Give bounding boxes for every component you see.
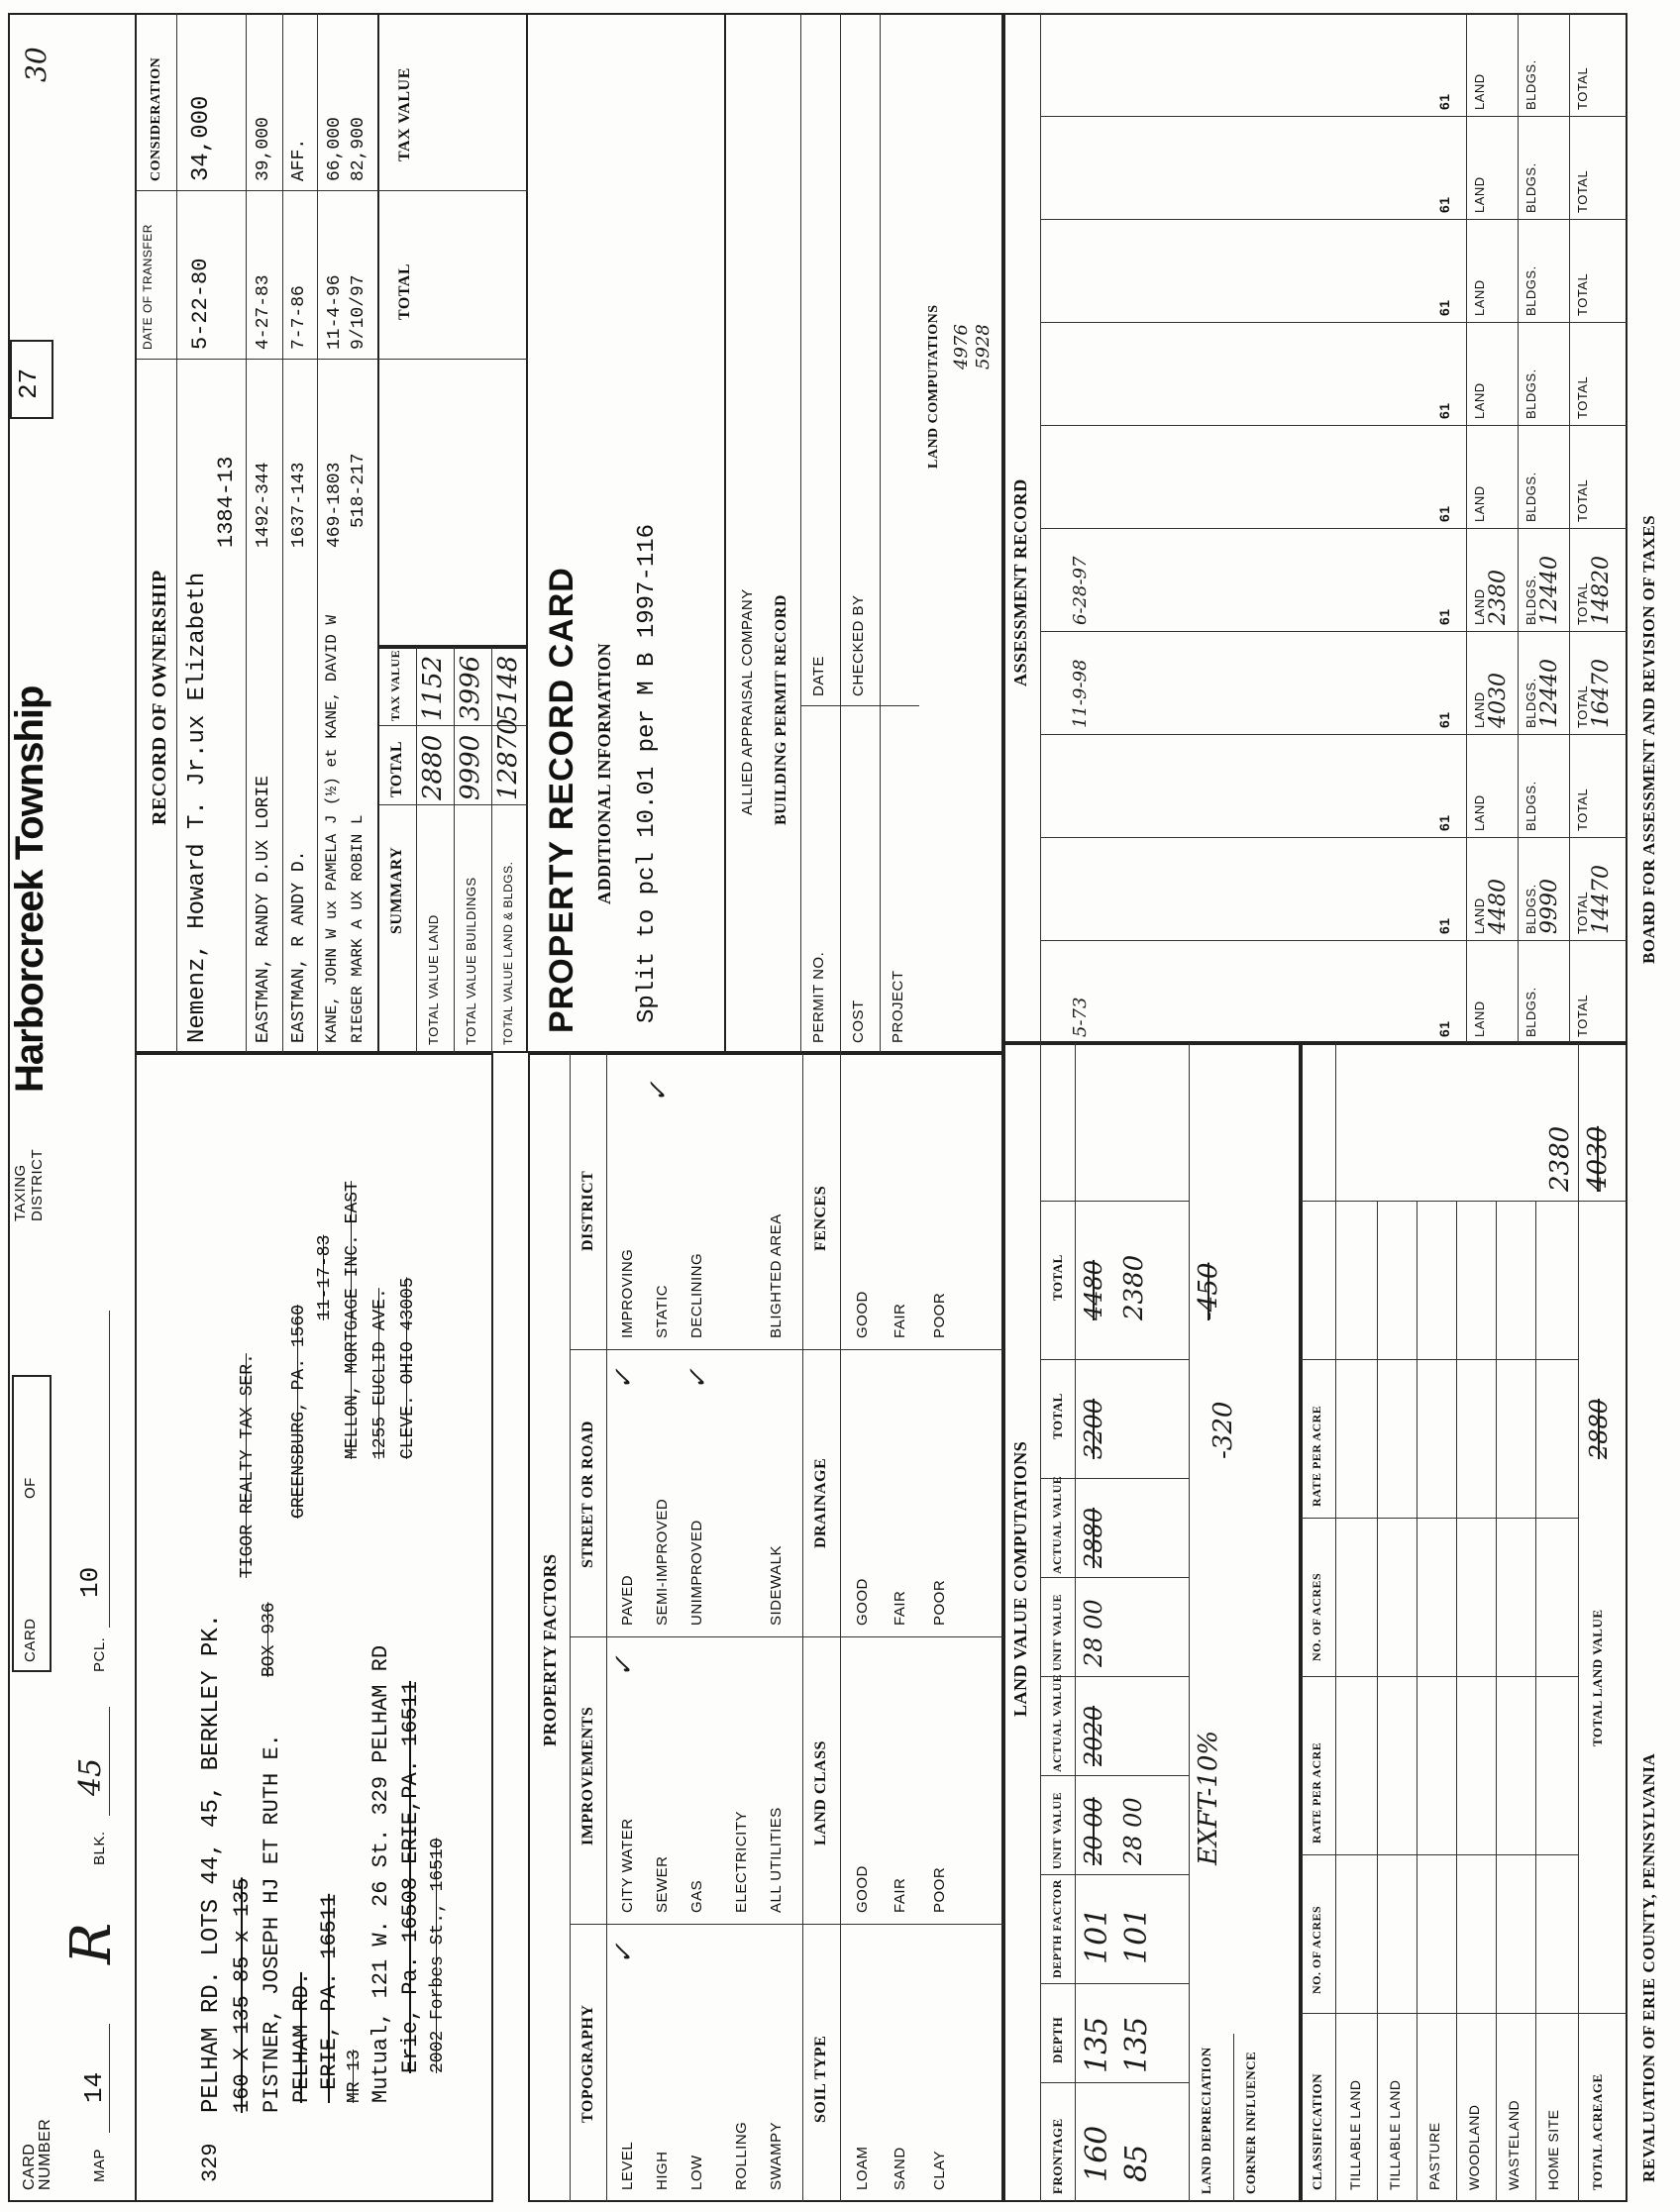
assessment-value: 12440: [1537, 556, 1562, 625]
tigor-line: TIGOR REALTY TAX SER.: [238, 1353, 258, 1578]
dr-good: GOOD: [854, 1578, 871, 1626]
fe-good: GOOD: [854, 1291, 871, 1338]
class-4: WOODLAND: [1466, 2104, 1482, 2190]
summary-title: SUMMARY: [388, 846, 405, 934]
deed-1: 1384-13: [214, 456, 239, 548]
assessment-row-label: BLDGS.: [1523, 369, 1538, 419]
col-frontage: FRONTAGE: [1050, 2118, 1065, 2194]
property-line5: -ERIE,-PA.-16511: [317, 1893, 342, 2103]
assessment-value: 4480: [1486, 879, 1511, 934]
house-number: 329: [198, 2143, 223, 2182]
lv-r1-factor: 101: [1080, 1907, 1114, 1964]
assessment-row-label: LAND: [1472, 176, 1487, 213]
taxing-district-label: TAXING DISTRICT: [12, 1148, 46, 1221]
checked-by-label: CHECKED BY: [850, 594, 867, 696]
lv-r1-total2: 4480: [1080, 1259, 1107, 1320]
appraisal-company: ALLIED APPRAISAL COMPANY: [739, 588, 756, 815]
assessment-year: 61: [1436, 299, 1452, 316]
summary-total-col: TOTAL: [388, 740, 405, 797]
imp-electricity: ELECTRICITY: [733, 1810, 750, 1913]
assessment-year: 61: [1436, 505, 1452, 522]
lc-fair: FAIR: [892, 1877, 908, 1913]
ownership-title: RECORD OF OWNERSHIP: [149, 570, 170, 825]
letter-mark: R: [59, 1922, 124, 1964]
consideration-2: 39,000: [254, 117, 273, 181]
lv-r2-frontage: 85: [1119, 2144, 1154, 2182]
district-declining: DECLINING: [688, 1252, 705, 1338]
assessment-year: 61: [1436, 196, 1452, 213]
assessment-row-label: LAND: [1472, 382, 1487, 419]
col-depth-factor: DEPTH FACTOR: [1050, 1879, 1064, 1978]
imp-all-utilities: ALL UTILITIES: [768, 1807, 785, 1913]
summary-row-3-tax: 5148: [493, 655, 523, 721]
additional-info-label: ADDITIONAL INFORMATION: [594, 642, 614, 904]
topo-swampy: SWAMPY: [768, 2121, 785, 2190]
permit-no-label: PERMIT NO.: [810, 951, 827, 1043]
col-unit-value: UNIT VALUE: [1050, 1791, 1064, 1869]
assessment-block: [1040, 425, 1628, 528]
rate-label-2: RATE PER ACRE: [1310, 1405, 1323, 1507]
deed-4: 469-1803: [325, 462, 345, 548]
side-total-col: TOTAL: [396, 263, 413, 320]
assessment-row-label: TOTAL: [1575, 66, 1590, 110]
assessment-row-label: BLDGS.: [1523, 472, 1538, 522]
assessment-year: 61: [1436, 402, 1452, 419]
col-unit-value-2: UNIT VALUE: [1050, 1593, 1064, 1671]
land-value-title: LAND VALUE COMPUTATIONS: [1010, 1440, 1030, 1717]
assessment-row-label: TOTAL: [1575, 375, 1590, 419]
assessment-row-label: LAND: [1472, 588, 1487, 625]
tlv-2a: 2380: [1545, 1125, 1575, 1192]
assessment-row-label: BLDGS.: [1523, 162, 1538, 213]
summary-tax-col: TAX VALUE: [388, 649, 402, 721]
assessment-block: [1040, 116, 1628, 219]
assessment-row-label: LAND: [1472, 73, 1487, 110]
cleve-line: CLEVE. OHIO 43005: [398, 1277, 418, 1459]
assessment-year: 61: [1436, 93, 1452, 110]
assessment-value: 9990: [1537, 879, 1562, 934]
summary-row-2-label: TOTAL VALUE BUILDINGS: [464, 877, 478, 1045]
greensburg-line: GREENSBURG, PA. 1560: [289, 1304, 309, 1519]
assessment-block: [1040, 219, 1628, 322]
imp-gas: GAS: [688, 1879, 705, 1913]
property-line7: Mutual, 121 W. 26 St. 329 PELHAM RD: [368, 1644, 393, 2103]
property-line3: PISTNER, JOSEPH HJ ET RUTH E.: [260, 1734, 284, 2113]
imp-sewer: SEWER: [654, 1855, 671, 1913]
improvements-label: IMPROVEMENTS: [579, 1706, 596, 1845]
assessment-row-label: TOTAL: [1575, 994, 1590, 1037]
assessment-row-label: LAND: [1472, 691, 1487, 728]
summary-row-2-tax: 3996: [456, 655, 485, 721]
property-factors-block: [528, 1053, 1003, 2202]
col-actual-value-2: ACTUAL VALUE: [1050, 1475, 1064, 1574]
class-5: WASTELAND: [1506, 2099, 1522, 2190]
property-box: BOX 936: [260, 1602, 279, 1677]
assessment-block: [1040, 734, 1628, 837]
assessment-row-label: TOTAL: [1575, 891, 1590, 934]
summary-row-1-tax: 1152: [418, 655, 448, 721]
owner-4: KANE, JOHN W ux PAMELA J (½) et KANE, DAVID W: [323, 614, 341, 1043]
assessment-row-label: LAND: [1472, 897, 1487, 934]
assessment-row-label: LAND: [1472, 1001, 1487, 1037]
property-line6: MR 13: [345, 2049, 365, 2103]
street-unimproved: UNIMPROVED: [688, 1520, 705, 1626]
consideration-1: 34,000: [188, 95, 215, 181]
assessment-row-label: TOTAL: [1575, 478, 1590, 522]
col-total-2: TOTAL: [1050, 1254, 1065, 1301]
assessment-row-label: BLDGS.: [1523, 575, 1538, 625]
assessment-row-label: LAND: [1472, 485, 1487, 522]
assessment-block: [1040, 837, 1628, 940]
permit-date-label: DATE: [810, 656, 827, 696]
street-semi: SEMI-IMPROVED: [654, 1498, 671, 1626]
lc-good: GOOD: [854, 1865, 871, 1913]
soil-sand: SAND: [892, 2147, 908, 2190]
assessment-value: 12440: [1537, 659, 1562, 728]
assessment-date: 11-9-98: [1070, 659, 1091, 728]
property-factors-title: PROPERTY FACTORS: [540, 1553, 560, 1746]
paved-check: ✓: [609, 1368, 639, 1390]
lc-value-2: 5928: [973, 324, 994, 369]
date-3: 7-7-86: [289, 285, 309, 350]
lv-r2-depth: 135: [1119, 2016, 1154, 2073]
pcl-value: 10: [75, 1566, 105, 1598]
assessment-grid: [1040, 13, 1628, 1043]
footer-right: BOARD FOR ASSESSMENT AND REVISION OF TAXES: [1639, 514, 1658, 964]
level-check: ✓: [609, 1943, 639, 1964]
corner-number: 30: [20, 47, 52, 82]
date-83: 11-17-83: [315, 1234, 335, 1320]
assessment-row-label: BLDGS.: [1523, 781, 1538, 831]
acres-label-2: NO. OF ACRES: [1310, 1572, 1323, 1661]
lv-r2-factor: 101: [1119, 1907, 1154, 1964]
property-line8: Erie, Pa. 16508 ERIE,PA. 16511: [398, 1680, 423, 2073]
deed-5: 518-217: [349, 453, 368, 528]
assessment-row-label: BLDGS.: [1523, 59, 1538, 110]
assessment-row-label: TOTAL: [1575, 581, 1590, 625]
topo-rolling: ROLLING: [733, 2121, 750, 2190]
assessment-row-label: BLDGS.: [1523, 678, 1538, 728]
lv-r1-frontage: 160: [1080, 2125, 1114, 2182]
assessment-block: [1040, 528, 1628, 631]
pcl-label: PCL.: [91, 1636, 108, 1672]
district-static: STATIC: [654, 1284, 671, 1338]
property-line1: PELHAM RD. LOTS 44, 45, BERKLEY PK.: [198, 1613, 225, 2113]
street-paved: PAVED: [619, 1574, 636, 1626]
summary-row-1-label: TOTAL VALUE LAND: [426, 914, 441, 1045]
assessment-row-label: LAND: [1472, 794, 1487, 831]
street-label: STREET OR ROAD: [579, 1421, 596, 1568]
rate-label-1: RATE PER ACRE: [1310, 1741, 1323, 1843]
date-2: 4-27-83: [254, 274, 273, 350]
dr-fair: FAIR: [892, 1590, 908, 1626]
assessment-row-label: BLDGS.: [1523, 265, 1538, 316]
lv-r1-depth: 135: [1080, 2016, 1114, 2073]
tlv-2b: 4030: [1583, 1125, 1613, 1192]
mellon-line: MELLON, MORTGAGE INC. EAST: [343, 1181, 363, 1459]
total-acreage-label: TOTAL ACREAGE: [1590, 2073, 1605, 2190]
lc-poor: POOR: [931, 1866, 948, 1913]
imp-water: CITY WATER: [619, 1818, 636, 1913]
assessment-row-label: TOTAL: [1575, 169, 1590, 213]
of-label: OF: [22, 1477, 39, 1499]
unimproved-check: ✓: [683, 1368, 713, 1390]
date-4: 11-4-96: [325, 274, 345, 350]
footer-left: REVALUATION OF ERIE COUNTY, PENNSYLVANIA: [1639, 1752, 1658, 2182]
permit-block: [726, 13, 1003, 1053]
assessment-year: 61: [1436, 711, 1452, 728]
additional-info-text: Split to pcl 10.01 per M B 1997-116: [634, 523, 661, 1023]
lc-value-1: 4976: [951, 324, 972, 369]
assessment-row-label: TOTAL: [1575, 272, 1590, 316]
consideration-col-label: CONSIDERATION: [149, 56, 163, 181]
land-depreciation-label: LAND DEPRECIATION: [1199, 2047, 1213, 2194]
land-class-label: LAND CLASS: [812, 1740, 829, 1845]
assessment-row-label: TOTAL: [1575, 685, 1590, 728]
assessment-value: 14470: [1589, 865, 1614, 934]
lv-r1-actual: 2020: [1080, 1705, 1107, 1766]
soil-clay: CLAY: [931, 2150, 948, 2190]
card-number-label: CARD NUMBER: [21, 2118, 53, 2190]
map-label: MAP: [91, 2148, 108, 2182]
blk-label: BLK.: [91, 1831, 108, 1865]
consideration-5: 82,900: [349, 117, 368, 181]
class-2: TILLABLE LAND: [1387, 2079, 1403, 2190]
topography-label: TOPOGRAPHY: [579, 2004, 596, 2123]
property-line4: PELHAM-RD.: [289, 1971, 314, 2103]
class-3: PASTURE: [1426, 2122, 1442, 2190]
owner-5: RIEGER MARK A UX ROBIN L: [349, 814, 367, 1043]
owner-3: EASTMAN, R ANDY D.: [289, 850, 309, 1043]
map-value: 14: [79, 2071, 109, 2103]
col-total: TOTAL: [1050, 1393, 1065, 1439]
euclid-line: 1255 EUCLID AVE.: [370, 1288, 390, 1459]
assessment-block: [1040, 940, 1628, 1043]
assessment-row-label: BLDGS.: [1523, 884, 1538, 934]
class-1: TILLABLE LAND: [1347, 2079, 1363, 2190]
topo-high: HIGH: [654, 2151, 671, 2190]
lv-r1-total: 3200: [1080, 1398, 1107, 1459]
assessment-year: 61: [1436, 814, 1452, 831]
soil-type-label: SOIL TYPE: [812, 2035, 829, 2123]
project-label: PROJECT: [890, 970, 906, 1043]
owner-2: EASTMAN, RANDY D.UX LORIE: [254, 775, 273, 1043]
assessment-value: 4030: [1486, 673, 1511, 728]
topo-level: LEVEL: [619, 2141, 636, 2190]
date-col-label: DATE OF TRANSFER: [141, 224, 155, 350]
lv-r1-unit: 20 00: [1080, 1797, 1107, 1865]
classification-label: CLASSIFICATION: [1310, 2072, 1324, 2190]
soil-loam: LOAM: [854, 2146, 871, 2190]
assessment-row-label: TOTAL: [1575, 788, 1590, 831]
summary-row-3-label: TOTAL VALUE LAND & BLDGS.: [501, 861, 515, 1045]
side-tax-col: TAX VALUE: [396, 67, 413, 161]
lv-r2-total2: 2380: [1119, 1254, 1149, 1320]
date-5: 9/10/97: [349, 274, 368, 350]
summary-row-1-total: 2880: [418, 734, 448, 800]
township-name: Harborcreek Township: [8, 685, 52, 1093]
assessment-year: 61: [1436, 1020, 1452, 1037]
property-line2: 160 X 135 85 x 135: [230, 1877, 255, 2113]
col-actual-value: ACTUAL VALUE: [1050, 1673, 1064, 1772]
land-computations-label: LAND COMPUTATIONS: [926, 304, 941, 469]
lv-r1-actual2: 2880: [1080, 1507, 1107, 1568]
assessment-value: 2380: [1486, 570, 1511, 625]
class-6: HOME SITE: [1545, 2109, 1561, 2190]
assessment-year: 61: [1436, 608, 1452, 625]
topo-low: LOW: [688, 2155, 705, 2190]
fences-label: FENCES: [812, 1185, 829, 1251]
assessment-value: 14820: [1589, 556, 1614, 625]
district-improving: IMPROVING: [619, 1248, 636, 1338]
dep-total2: -450: [1194, 1262, 1223, 1320]
district-blighted: BLIGHTED AREA: [768, 1213, 785, 1338]
consideration-3: AFF.: [289, 138, 309, 181]
card-number-value: 27: [14, 368, 44, 399]
assessment-block: [1040, 13, 1628, 116]
dep-total: -320: [1208, 1401, 1238, 1459]
dr-poor: POOR: [931, 1579, 948, 1626]
assessment-block: [1040, 631, 1628, 734]
street-sidewalk: SIDEWALK: [768, 1545, 785, 1626]
card-label: CARD: [22, 1618, 39, 1662]
drainage-label: DRAINAGE: [812, 1457, 829, 1548]
assessment-value: 16470: [1589, 659, 1614, 728]
lv-r2-unit: 28 00: [1119, 1797, 1147, 1865]
exempt-note: EXFT-10%: [1194, 1730, 1223, 1865]
static-check: ✓: [644, 1081, 674, 1103]
lv-r1-unit2: 28 00: [1080, 1599, 1107, 1667]
fe-fair: FAIR: [892, 1303, 908, 1338]
property-line9: 2002 Forbes St., 16510: [428, 1838, 448, 2073]
fe-poor: POOR: [931, 1292, 948, 1338]
corner-influence-label: CORNER INFLUENCE: [1243, 2051, 1258, 2194]
col-depth: DEPTH: [1050, 2016, 1065, 2063]
assessment-row-label: LAND: [1472, 279, 1487, 316]
assessment-year: 61: [1436, 917, 1452, 934]
deed-2: 1492-344: [254, 462, 273, 548]
assessment-block: [1040, 322, 1628, 425]
assessment-title: ASSESSMENT RECORD: [1010, 478, 1030, 686]
blk-value: 45: [73, 1757, 108, 1796]
assessment-row-label: BLDGS.: [1523, 987, 1538, 1037]
water-check: ✓: [609, 1655, 639, 1677]
tlv-1: 2880: [1585, 1398, 1613, 1459]
district-label: DISTRICT: [579, 1170, 596, 1251]
deed-3: 1637-143: [289, 462, 309, 548]
record-card-title: PROPERTY RECORD CARD: [543, 567, 580, 1033]
assessment-date: 6-28-97: [1070, 556, 1091, 625]
permit-title: BUILDING PERMIT RECORD: [773, 594, 789, 825]
owner-1: Nemenz, Howard T. Jr.ux Elizabeth: [184, 572, 211, 1043]
consideration-4: 66,000: [325, 117, 345, 181]
acres-label-1: NO. OF ACRES: [1310, 1905, 1323, 1994]
summary-row-2-total: 9990: [456, 734, 485, 800]
summary-row-3-total: 12870: [493, 718, 523, 800]
date-1: 5-22-80: [188, 258, 213, 350]
cost-label: COST: [850, 1000, 867, 1043]
assessment-date: 5-73: [1070, 997, 1091, 1037]
total-land-value-label: TOTAL LAND VALUE: [1590, 1609, 1605, 1746]
